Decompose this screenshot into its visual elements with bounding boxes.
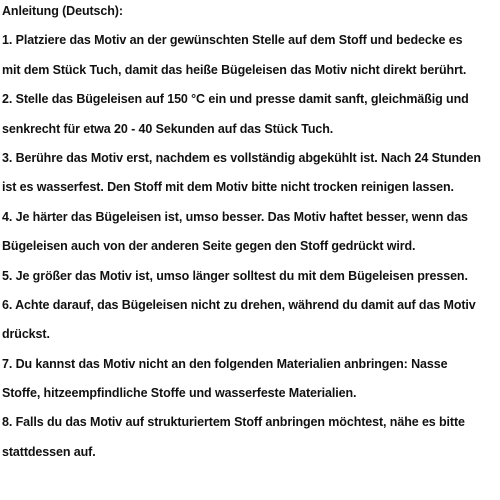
instructions-document: [2, 1, 498, 471]
step-8-line-1: 8. Falls du das Motiv auf strukturiertem Stoff anbringen möchtest, nähe es bitte: [2, 415, 465, 430]
step-4-line-2: Bügeleisen auch von der anderen Seite gegen den Stoff gedrückt wird.: [2, 239, 416, 254]
step-6-line-2: drückst.: [2, 327, 50, 342]
step-4-line-1: 4. Je härter das Bügeleisen ist, umso besser. Das Motiv haftet besser, wenn das: [2, 209, 468, 224]
step-5-line-1: 5. Je größer das Motiv ist, umso länger solltest du mit dem Bügeleisen pressen.: [2, 268, 468, 283]
step-7-line-1: 7. Du kannst das Motiv nicht an den folgenden Materialien anbringen: Nasse: [2, 356, 448, 371]
step-1-line-1: 1. Platziere das Motiv an der gewünschten Stelle auf dem Stoff und bedecke es: [2, 33, 463, 48]
step-8-line-2: stattdessen auf.: [2, 444, 96, 459]
step-2-line-2: senkrecht für etwa 20 - 40 Sekunden auf das Stück Tuch.: [2, 121, 334, 136]
step-2-line-1: 2. Stelle das Bügeleisen auf 150 °C ein und presse damit sanft, gleichmäßig und: [2, 92, 469, 107]
document-title: Anleitung (Deutsch):: [2, 4, 123, 18]
step-3-line-1: 3. Berühre das Motiv erst, nachdem es vollständig abgekühlt ist. Nach 24 Stunden: [2, 150, 481, 165]
step-3-line-2: ist es wasserfest. Den Stoff mit dem Motiv bitte nicht trocken reinigen lassen.: [2, 180, 454, 195]
step-7-line-2: Stoffe, hitzeempfindliche Stoffe und wasserfeste Materialien.: [2, 386, 357, 401]
step-6-line-1: 6. Achte darauf, das Bügeleisen nicht zu drehen, während du damit auf das Motiv: [2, 297, 476, 312]
step-1-line-2: mit dem Stück Tuch, damit das heiße Bügeleisen das Motiv nicht direkt berührt.: [2, 62, 467, 77]
